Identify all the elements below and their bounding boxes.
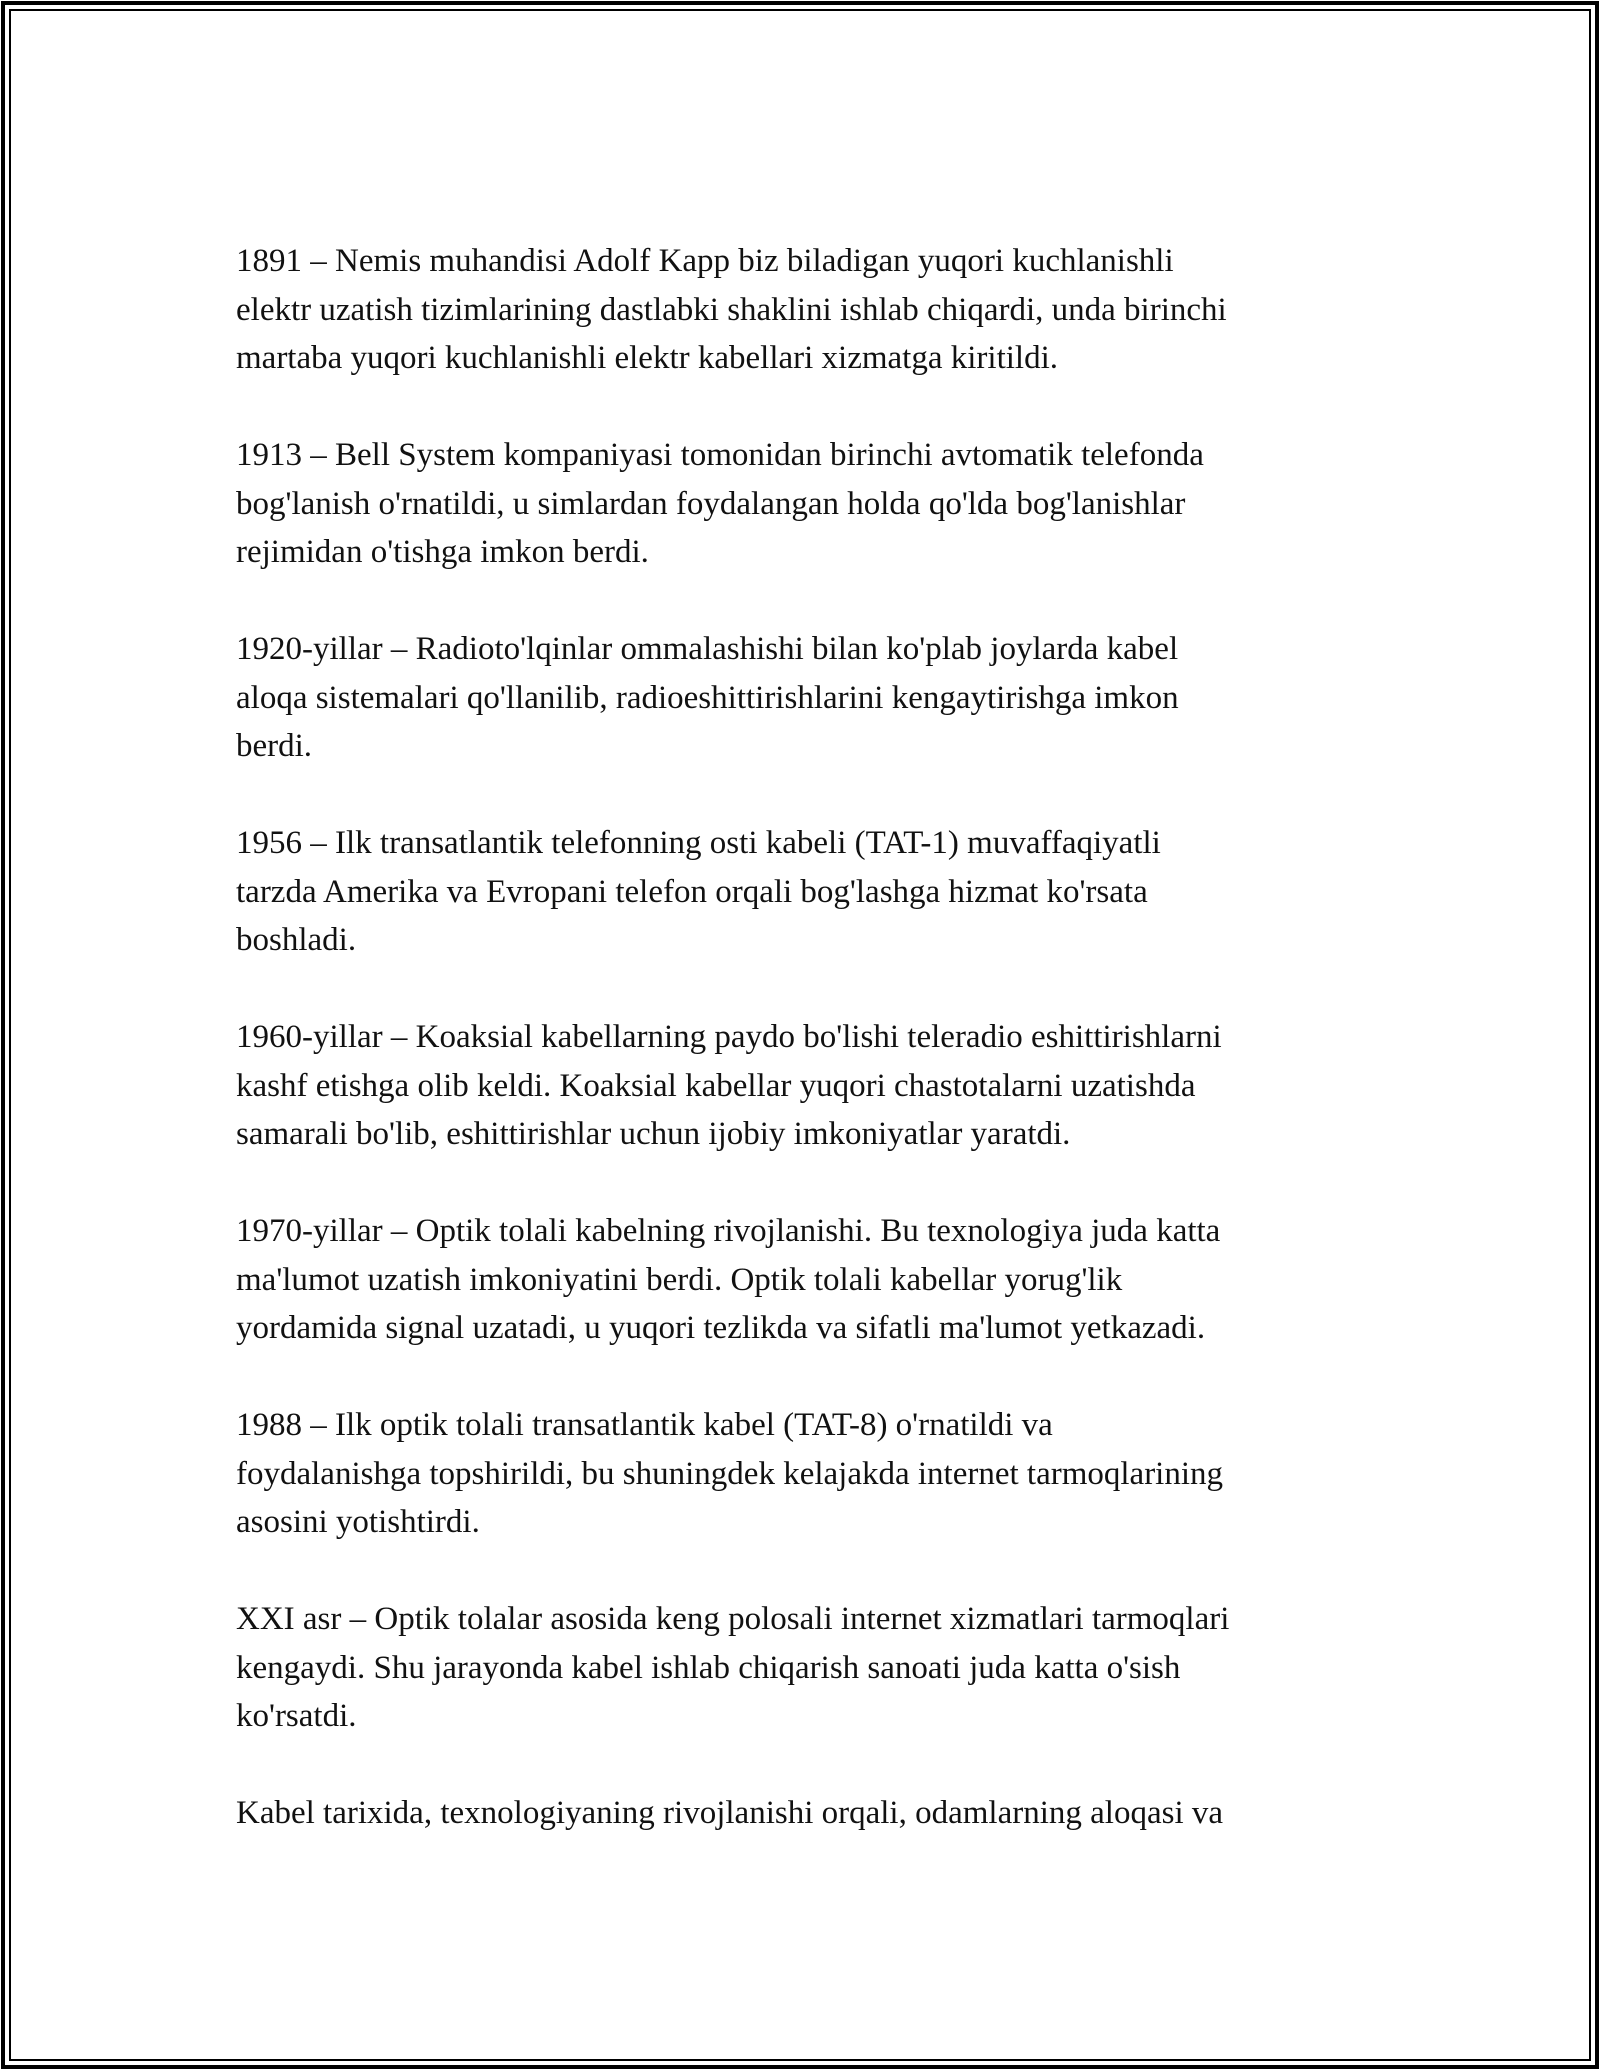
text-line: 1891 – Nemis muhandisi Adolf Kapp biz biladigan yuqori kuchlanishli	[236, 243, 1174, 279]
paragraph-1970s	[236, 1207, 1356, 1353]
paragraph-conclusion	[236, 1789, 1356, 1838]
text-line: foydalanishga topshirildi, bu shuningdek kelajakda internet tarmoqlarining	[236, 1455, 1224, 1492]
paragraph-1920s	[236, 625, 1356, 771]
text-line: bog'lanish o'rnatildi, u simlardan foydalangan holda qo'lda bog'lanishlar	[236, 485, 1186, 522]
text-line: berdi.	[236, 728, 313, 764]
text-line: 1913 – Bell System kompaniyasi tomonidan birinchi avtomatik telefonda	[236, 437, 1204, 473]
paragraph-21st-century	[236, 1595, 1356, 1741]
text-line: elektr uzatish tizimlarining dastlabki shaklini ishlab chiqardi, unda birinchi	[236, 291, 1227, 328]
text-line: samarali bo'lib, eshittirishlar uchun ijobiy imkoniyatlar yaratdi.	[236, 1116, 1071, 1152]
text-line: rejimidan o'tishga imkon berdi.	[236, 534, 649, 570]
text-line: aloqa sistemalari qo'llanilib, radioeshittirishlarini kengaytirishga imkon	[236, 679, 1179, 716]
text-line: 1988 – Ilk optik tolali transatlantik kabel (TAT-8) o'rnatildi va	[236, 1407, 1053, 1443]
paragraph-1913	[236, 431, 1356, 577]
text-line: 1970-yillar – Optik tolali kabelning rivojlanishi. Bu texnologiya juda katta	[236, 1213, 1221, 1249]
text-line: kengaydi. Shu jarayonda kabel ishlab chiqarish sanoati juda katta o'sish	[236, 1649, 1181, 1686]
text-line: martaba yuqori kuchlanishli elektr kabellari xizmatga kiritildi.	[236, 340, 1058, 376]
text-line: asosini yotishtirdi.	[236, 1504, 480, 1540]
text-line: boshladi.	[236, 922, 357, 958]
paragraph-1956	[236, 819, 1356, 965]
text-line: XXI asr – Optik tolalar asosida keng polosali internet xizmatlari tarmoqlari	[236, 1601, 1230, 1637]
text-line: ko'rsatdi.	[236, 1698, 357, 1734]
text-line: kashf etishga olib keldi. Koaksial kabellar yuqori chastotalarni uzatishda	[236, 1067, 1196, 1104]
text-line: tarzda Amerika va Evropani telefon orqali bog'lashga hizmat ko'rsata	[236, 873, 1148, 910]
paragraph-1960s	[236, 1013, 1356, 1159]
text-line: Kabel tarixida, texnologiyaning rivojlanishi orqali, odamlarning aloqasi va	[236, 1795, 1224, 1831]
text-line: ma'lumot uzatish imkoniyatini berdi. Optik tolali kabellar yorug'lik	[236, 1261, 1123, 1298]
document-body	[236, 237, 1356, 1886]
text-line: 1960-yillar – Koaksial kabellarning paydo bo'lishi teleradio eshittirishlarni	[236, 1019, 1222, 1055]
text-line: yordamida signal uzatadi, u yuqori tezlikda va sifatli ma'lumot yetkazadi.	[236, 1310, 1206, 1346]
paragraph-1891	[236, 237, 1356, 383]
paragraph-1988	[236, 1401, 1356, 1547]
text-line: 1920-yillar – Radioto'lqinlar ommalashishi bilan ko'plab joylarda kabel	[236, 631, 1179, 667]
text-line: 1956 – Ilk transatlantik telefonning osti kabeli (TAT-1) muvaffaqiyatli	[236, 825, 1161, 861]
